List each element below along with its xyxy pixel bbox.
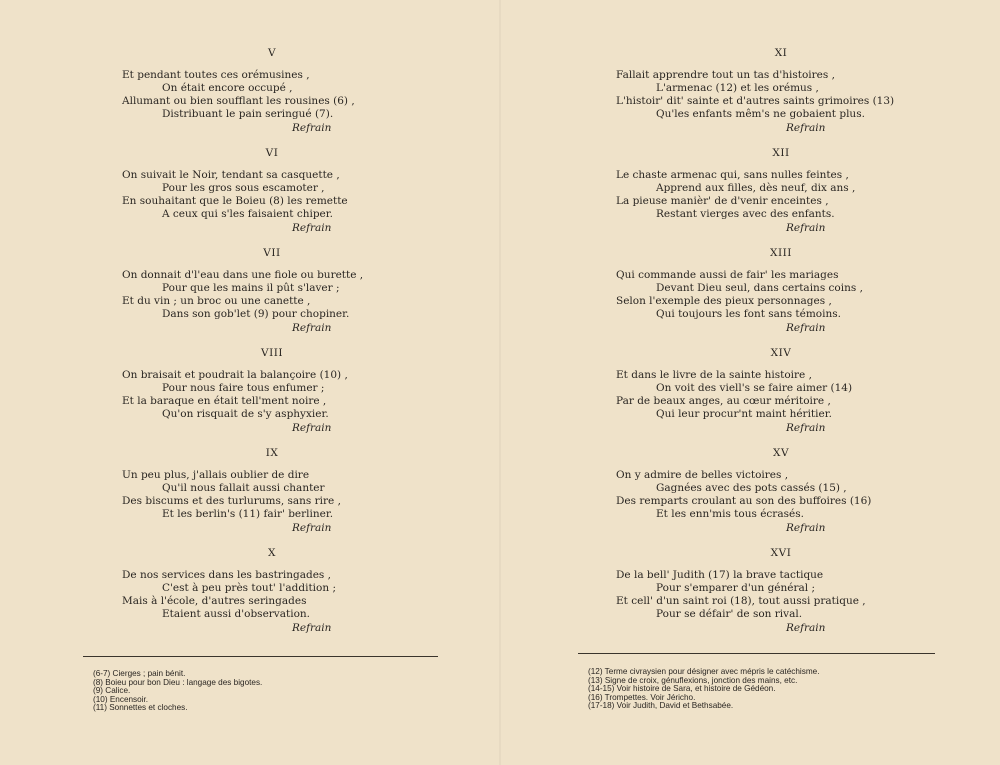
stanza-xiv bbox=[616, 347, 946, 435]
verse-line: Selon l'exemple des pieux personnages , bbox=[616, 295, 832, 307]
refrain-label: Refrain bbox=[786, 622, 826, 634]
footnote: (6-7) Cierges ; pain bénit. bbox=[93, 669, 186, 678]
footnote: (16) Trompettes. Voir Jéricho. bbox=[588, 692, 696, 702]
refrain-label: Refrain bbox=[292, 522, 332, 534]
right-footnotes bbox=[588, 668, 819, 711]
verse-line: L'armenac (12) et les orémus , bbox=[656, 82, 819, 94]
stanza-v bbox=[122, 47, 422, 135]
verse-line: Et du vin ; un broc ou une canette , bbox=[122, 295, 311, 307]
verse-line: Restant vierges avec des enfants. bbox=[656, 208, 835, 220]
refrain-label: Refrain bbox=[292, 122, 332, 134]
verse-line: A ceux qui s'les faisaient chiper. bbox=[162, 208, 333, 220]
verse-line: On braisait et poudrait la balançoire (10) , bbox=[122, 369, 348, 381]
verse-line: Et les enn'mis tous écrasés. bbox=[656, 508, 804, 520]
verse-line: Pour se défair' de son rival. bbox=[656, 608, 803, 620]
verse-line: Etaient aussi d'observation. bbox=[162, 608, 310, 620]
verse-line: De nos services dans les bastringades , bbox=[122, 569, 331, 581]
stanza-numeral: XIV bbox=[770, 347, 792, 359]
footnote: (11) Sonnettes et cloches. bbox=[93, 703, 188, 713]
refrain-label: Refrain bbox=[786, 422, 826, 434]
verse-line: La pieuse manièr' de d'venir enceintes , bbox=[616, 195, 829, 207]
verse-line: Qu'il nous fallait aussi chanter bbox=[162, 482, 325, 494]
verse-line: Distribuant le pain seringué (7). bbox=[162, 108, 334, 120]
stanza-numeral: XII bbox=[772, 147, 790, 159]
refrain-label: Refrain bbox=[292, 322, 332, 334]
stanza-vi bbox=[122, 147, 422, 235]
verse-line: Mais à l'école, d'autres seringades bbox=[122, 595, 307, 607]
stanza-numeral: XVI bbox=[770, 547, 792, 559]
verse-line: Devant Dieu seul, dans certains coins , bbox=[656, 282, 863, 294]
stanza-xv bbox=[616, 447, 946, 535]
stanza-numeral: VI bbox=[265, 147, 279, 159]
refrain-label: Refrain bbox=[292, 222, 332, 234]
verse-line: Fallait apprendre tout un tas d'histoires , bbox=[616, 69, 835, 81]
stanza-numeral: X bbox=[268, 547, 276, 559]
verse-line: Pour s'emparer d'un général ; bbox=[656, 582, 815, 594]
verse-line: Qui commande aussi de fair' les mariages bbox=[616, 269, 839, 281]
stanza-ix bbox=[122, 447, 422, 535]
stanza-numeral: V bbox=[267, 47, 277, 59]
verse-line: On y admire de belles victoires , bbox=[616, 469, 789, 481]
stanza-numeral: VIII bbox=[260, 347, 284, 359]
stanza-numeral: IX bbox=[265, 447, 279, 459]
verse-line: Dans son gob'let (9) pour chopiner. bbox=[162, 308, 350, 320]
stanza-vii bbox=[122, 247, 422, 335]
verse-line: On voit des viell's se faire aimer (14) bbox=[656, 382, 853, 394]
refrain-label: Refrain bbox=[786, 122, 826, 134]
verse-line: Et cell' d'un saint roi (18), tout aussi pratique , bbox=[616, 595, 866, 607]
left-footnotes bbox=[93, 670, 262, 713]
left-stanzas bbox=[122, 47, 422, 647]
verse-line: Pour que les mains il pût s'laver ; bbox=[162, 282, 340, 294]
footnote: (12) Terme civraysien pour désigner avec mépris le catéchisme. bbox=[588, 667, 820, 676]
verse-line: On était encore occupé , bbox=[162, 82, 293, 94]
verse-line: Et pendant toutes ces orémusines , bbox=[122, 69, 310, 81]
verse-line: Qui toujours les font sans témoins. bbox=[656, 308, 841, 320]
verse-line: Par de beaux anges, au cœur méritoire , bbox=[616, 395, 831, 407]
verse-line: Un peu plus, j'allais oublier de dire bbox=[122, 469, 310, 481]
verse-line: On donnait d'l'eau dans une fiole ou burette , bbox=[122, 269, 364, 281]
refrain-label: Refrain bbox=[786, 522, 826, 534]
verse-line: Des remparts croulant au son des buffoires (16) bbox=[616, 495, 872, 507]
stanza-viii bbox=[122, 347, 422, 435]
stanza-xii bbox=[616, 147, 946, 235]
footnote: (13) Signe de croix, génuflexions, jonction des mains, etc. bbox=[588, 675, 798, 685]
verse-line: Le chaste armenac qui, sans nulles feintes , bbox=[616, 169, 849, 181]
verse-line: Allumant ou bien soufflant les rousines (6) , bbox=[122, 95, 355, 107]
verse-line: On suivait le Noir, tendant sa casquette , bbox=[122, 169, 340, 181]
refrain-label: Refrain bbox=[786, 222, 826, 234]
right-stanzas bbox=[616, 47, 946, 647]
stanza-xiii bbox=[616, 247, 946, 335]
verse-line: Et la baraque en était tell'ment noire , bbox=[122, 395, 327, 407]
stanza-numeral: XIII bbox=[770, 247, 792, 259]
verse-line: C'est à peu près tout' l'addition ; bbox=[162, 582, 336, 594]
footnote: (10) Encensoir. bbox=[93, 694, 149, 704]
verse-line: Qu'on risquait de s'y asphyxier. bbox=[162, 408, 329, 420]
refrain-label: Refrain bbox=[292, 422, 332, 434]
footnote: (17-18) Voir Judith, David et Bethsabée. bbox=[588, 701, 734, 711]
refrain-label: Refrain bbox=[786, 322, 826, 334]
stanza-numeral: XI bbox=[774, 47, 788, 59]
stanza-x bbox=[122, 547, 422, 635]
footnote-divider bbox=[83, 656, 438, 657]
footnote-divider bbox=[578, 653, 935, 654]
footnote: (8) Boieu pour bon Dieu : langage des bigotes. bbox=[93, 677, 263, 687]
verse-line: Qu'les enfants mêm's ne gobaient plus. bbox=[656, 108, 865, 120]
verse-line: En souhaitant que le Boieu (8) les remette bbox=[122, 195, 348, 207]
verse-line: Pour nous faire tous enfumer ; bbox=[162, 382, 325, 394]
verse-line: Qui leur procur'nt maint héritier. bbox=[656, 408, 832, 420]
verse-line: De la bell' Judith (17) la brave tactique bbox=[616, 569, 824, 581]
verse-line: Gagnées avec des pots cassés (15) , bbox=[656, 482, 847, 494]
refrain-label: Refrain bbox=[292, 622, 332, 634]
verse-line: Et les berlin's (11) fair' berliner. bbox=[162, 508, 334, 520]
verse-line: Pour les gros sous escamoter , bbox=[162, 182, 325, 194]
verse-line: L'histoir' dit' sainte et d'autres saints grimoires (13) bbox=[616, 95, 895, 107]
verse-line: Apprend aux filles, dès neuf, dix ans , bbox=[656, 182, 856, 194]
verse-line: Et dans le livre de la sainte histoire , bbox=[616, 369, 812, 381]
footnote: (14-15) Voir histoire de Sara, et histoire de Gédéon. bbox=[588, 684, 776, 694]
stanza-numeral: VII bbox=[263, 247, 281, 259]
stanza-numeral: XV bbox=[772, 447, 790, 459]
verse-line: Des biscums et des turlurums, sans rire , bbox=[122, 495, 341, 507]
stanza-xvi bbox=[616, 547, 946, 635]
stanza-xi bbox=[616, 47, 946, 135]
footnote: (9) Calice. bbox=[93, 686, 131, 696]
